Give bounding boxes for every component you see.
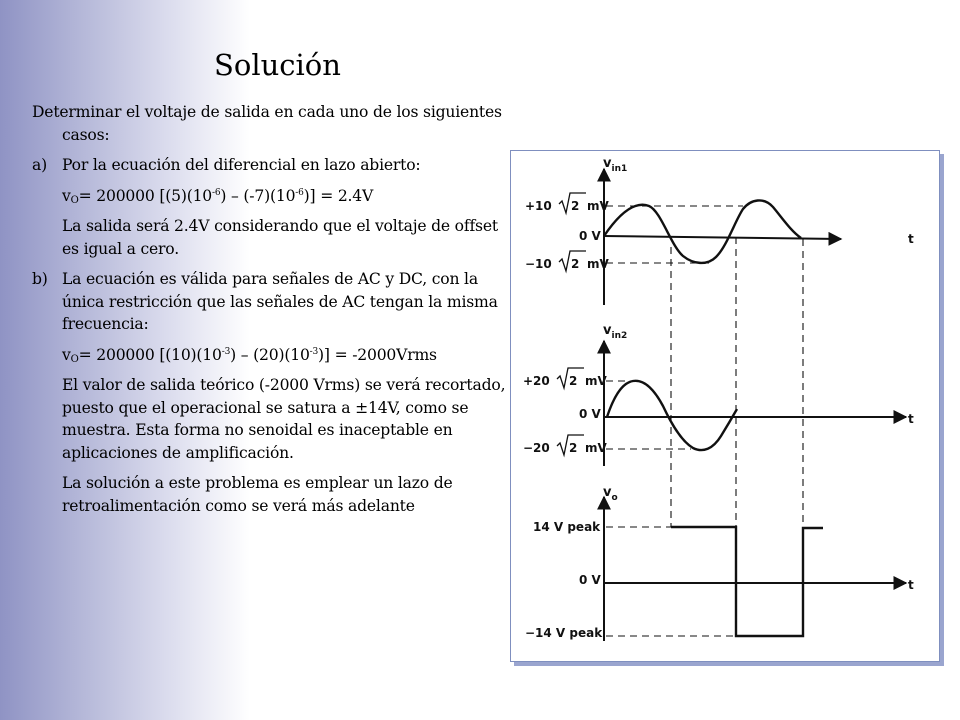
eq-b-part2: ) – (20)(10	[230, 345, 310, 364]
waveform-diagram	[511, 151, 939, 661]
vo-pos-label: 14 V peak	[533, 520, 601, 534]
eq-b-part3: )] = -2000Vrms	[318, 345, 437, 364]
eq-a-exp1: -6	[212, 187, 221, 198]
vin1-zero-label: 0 V	[579, 229, 601, 243]
eq-a-exp2: -6	[295, 187, 304, 198]
vin1-neg-label: −10	[525, 257, 552, 271]
vin1-pos-label: +10	[525, 199, 552, 213]
vo-zero-label: 0 V	[579, 573, 601, 587]
eq-b-v: v	[62, 345, 71, 364]
graph-vin1	[525, 156, 914, 305]
vin2-wave	[607, 381, 737, 450]
eq-b-sub: O	[70, 353, 79, 365]
waveform-figure	[510, 150, 940, 662]
case-b-text: La ecuación es válida para señales de AC y DC, con la única restricción que las señales de AC tengan la misma frecuencia:	[62, 270, 498, 333]
eq-b-part1: = 200000 [(10)(10	[78, 345, 222, 364]
case-b	[32, 268, 510, 336]
vin1-neg-root: 2	[571, 257, 580, 271]
vin1-pos-root: 2	[571, 199, 580, 213]
vin2-pos-label: +20	[523, 374, 550, 388]
vin1-neg-unit: mV	[587, 257, 609, 271]
eq-b-exp2: -3	[309, 346, 319, 357]
case-a-equation	[32, 185, 510, 208]
case-b-result: El valor de salida teórico (-2000 Vrms) se verá recortado, puesto que el operacional se satura a ±14V, como se muestra. Esta forma no senoidal es inaceptable en aplicaciones de amplificación.	[62, 376, 506, 462]
vo-neg-label: −14 V peak	[525, 626, 603, 640]
eq-a-v: v	[62, 186, 71, 205]
eq-a-sub: O	[70, 194, 79, 206]
eq-a-part3: )] = 2.4V	[303, 186, 374, 205]
vo-label: $v_o$	[603, 485, 618, 503]
graph-vo	[525, 485, 914, 641]
case-a-label: a)	[32, 156, 47, 174]
vin2-pos-root: 2	[569, 374, 578, 388]
vin1-time-axis	[604, 236, 841, 239]
graph-vin2	[523, 323, 914, 466]
case-a-text: Por la ecuación del diferencial en lazo abierto:	[62, 156, 421, 174]
vin1-label: $v_{in1}$	[603, 156, 628, 174]
case-b-label: b)	[32, 270, 48, 288]
vin1-t-label: t	[908, 232, 914, 246]
eq-b-exp1: -3	[221, 346, 231, 357]
case-a-result: La salida será 2.4V considerando que el voltaje de offset es igual a cero.	[62, 217, 498, 258]
vo-square-wave	[671, 527, 823, 636]
case-b-solution: La solución a este problema es emplear un lazo de retroalimentación como se verá más adelante	[62, 474, 453, 515]
vin1-pos-unit: mV	[587, 199, 609, 213]
vin2-neg-unit: mV	[585, 441, 607, 455]
intro-paragraph: Determinar el voltaje de salida en cada uno de los siguientes casos:	[32, 103, 502, 144]
case-a	[32, 154, 510, 177]
vin2-label: $v_{in2}$	[603, 323, 628, 341]
vin2-neg-root: 2	[569, 441, 578, 455]
solution-text	[32, 101, 510, 525]
vin2-neg-label: −20	[523, 441, 550, 455]
eq-a-part2: ) – (-7)(10	[220, 186, 296, 205]
slide-title: Solución	[214, 48, 341, 82]
eq-a-part1: = 200000 [(5)(10	[78, 186, 213, 205]
vin2-t-label: t	[908, 412, 914, 426]
vo-t-label: t	[908, 578, 914, 592]
vin2-pos-unit: mV	[585, 374, 607, 388]
case-b-equation	[32, 344, 510, 367]
vin2-zero-label: 0 V	[579, 407, 601, 421]
vin1-wave	[604, 200, 801, 262]
